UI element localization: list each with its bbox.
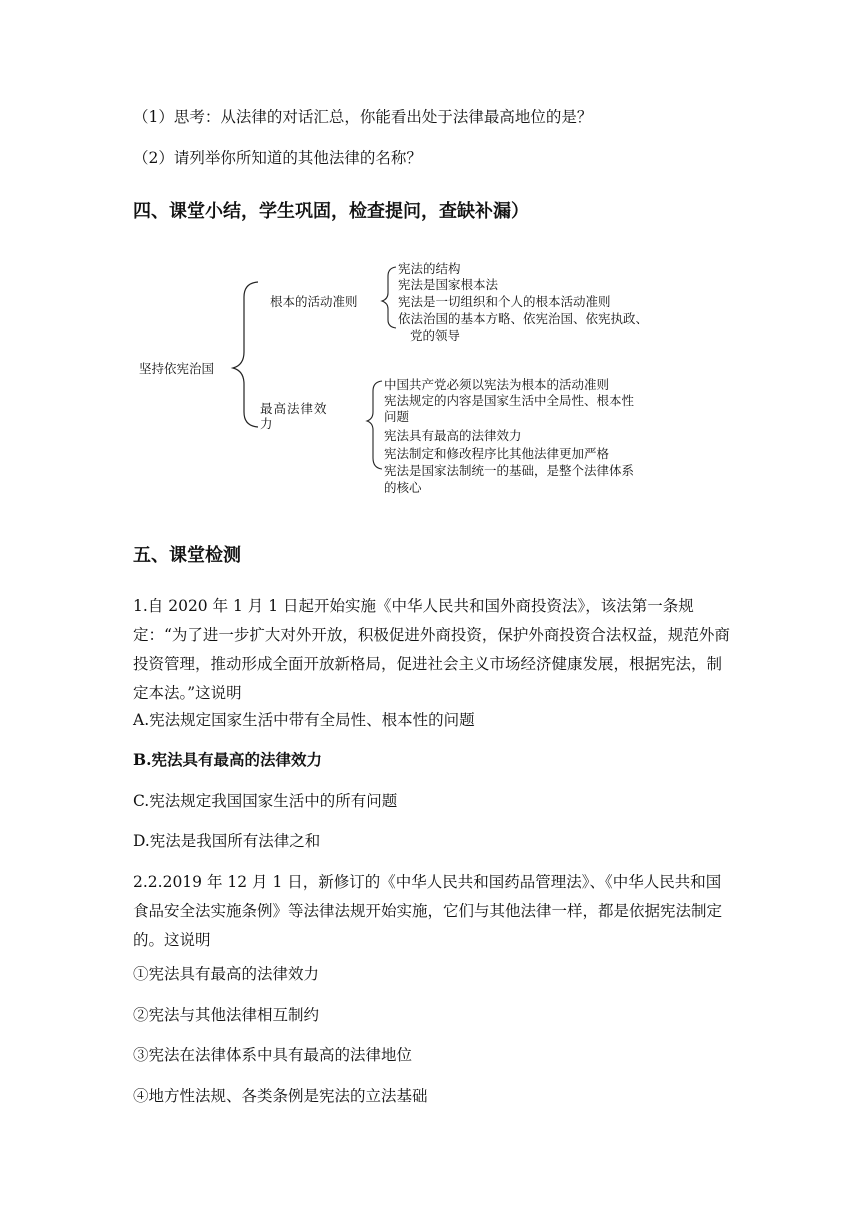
q2-option-2: ②宪法与其他法律相互制约: [133, 1006, 320, 1024]
mindmap-branch2-label-line1: 最高法律效: [260, 401, 328, 416]
test-question-2-stem: 2.2.2019 年 12 月 1 日，新修订的《中华人民共和国药品管理法》、《中华人民共和国食品安全法实施条例》等法律法规开始实施，它们与其他法律一样，都是依据宪法制定的。这说明: [133, 873, 723, 949]
branch2-item: 宪法具有最高的法律效力: [384, 428, 522, 443]
root-brace: [233, 282, 258, 427]
q2-option-4: ④地方性法规、各类条例是宪法的立法基础: [133, 1087, 428, 1105]
mindmap-branch1-label: 根本的活动准则: [270, 294, 358, 309]
question-1-text: （1）思考：从法律的对话汇总，你能看出处于法律最高地位的是？: [133, 108, 593, 126]
branch2-item: 宪法制定和修改程序比其他法律更加严格: [384, 446, 610, 461]
q1-option-a: A.宪法规定国家生活中带有全局性、根本性的问题: [133, 711, 475, 729]
branch1-brace: [382, 267, 396, 328]
branch1-item: 宪法是一切组织和个人的根本活动准则: [398, 294, 611, 309]
mindmap-branch2-label-line2: 力: [260, 416, 273, 431]
q2-option-1: ①宪法具有最高的法律效力: [133, 965, 320, 983]
branch2-brace: [367, 381, 382, 469]
test-question-1-stem: 1.自 2020 年 1 月 1 日起开始实施《中华人民共和国外商投资法》，该法第一条规定：“为了进一步扩大对外开放，积极促进外商投资，保护外商投资合法权益，规范外商投资管理，推动形成全面开放新格局，促进社会主义市场经济健康发展，根据宪法，制定本法。”这说明: [133, 597, 730, 702]
branch2-item: 宪法是国家法制统一的基础，是整个法律体系: [384, 463, 635, 478]
q1-option-d: D.宪法是我国所有法律之和: [133, 832, 321, 850]
branch1-item: 宪法的结构: [398, 261, 461, 276]
question-2-text: （2）请列举你所知道的其他法律的名称？: [133, 149, 422, 167]
branch2-item: 宪法规定的内容是国家生活中全局性、根本性: [384, 393, 635, 408]
branch2-item: 问题: [384, 409, 410, 424]
branch2-item: 的核心: [384, 480, 422, 495]
branch1-item: 宪法是国家根本法: [398, 277, 499, 292]
branch1-item: 依法治国的基本方略、依宪治国、依宪执政、: [398, 311, 649, 326]
q1-option-c: C.宪法规定我国国家生活中的所有问题: [133, 792, 398, 810]
section-5-heading: 五、课堂检测: [133, 545, 241, 566]
section-4-heading: 四、课堂小结，学生巩固，检查提问，查缺补漏）: [133, 201, 529, 222]
branch1-item: 党的领导: [410, 328, 461, 343]
q1-option-b: B.宪法具有最高的法律效力: [133, 750, 322, 769]
q2-option-3: ③宪法在法律体系中具有最高的法律地位: [133, 1046, 413, 1064]
branch2-item: 中国共产党必须以宪法为根本的活动准则: [384, 377, 610, 392]
mindmap-root: 坚持依宪治国: [139, 361, 215, 376]
